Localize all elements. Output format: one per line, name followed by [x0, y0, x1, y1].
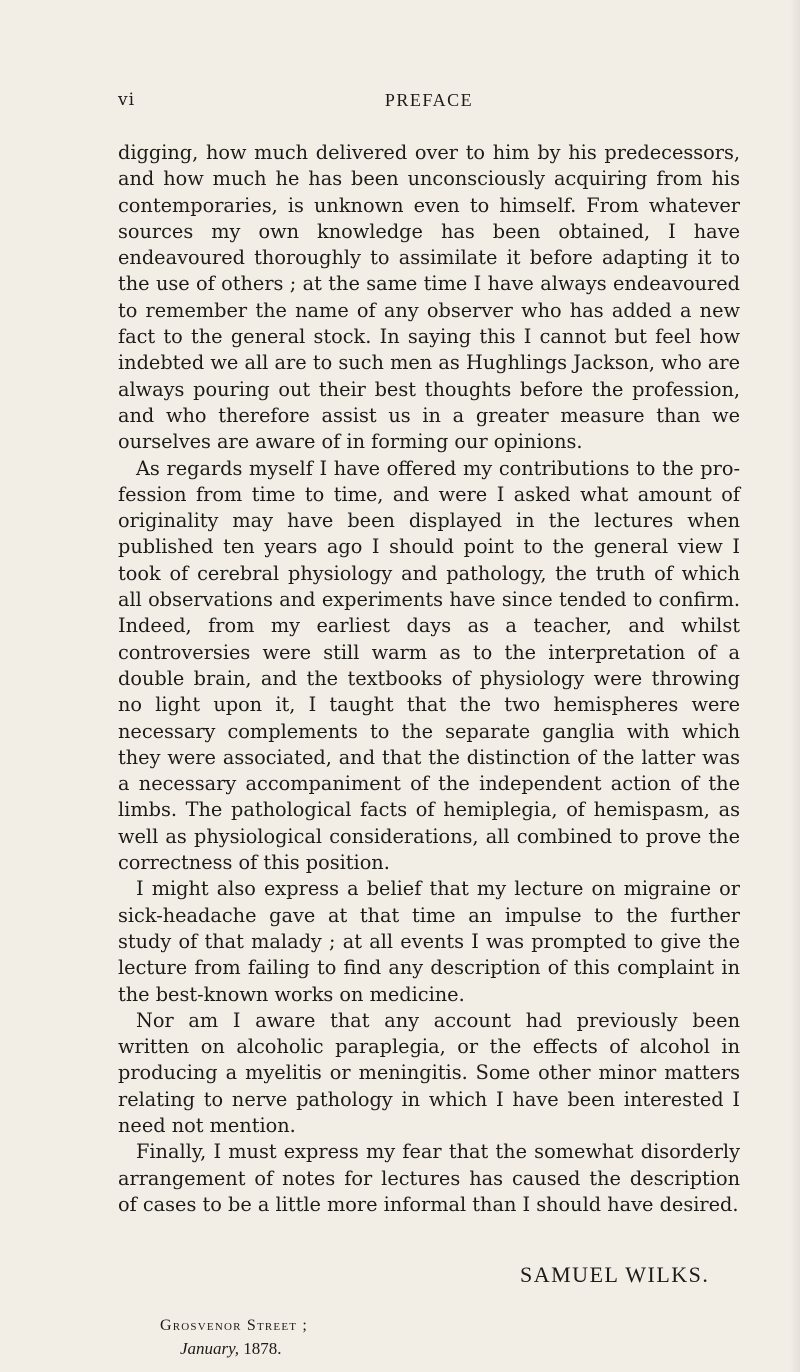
- page-number: vi: [118, 90, 136, 110]
- dateline-place: Grosvenor Street ;: [160, 1317, 308, 1334]
- paragraph-5: Finally, I must express my fear that the somewhat disorderly arrangement of notes for lectures has caused the description of cases to be a little more informal than I should have desired.: [118, 1140, 740, 1216]
- page-edge-shadow: [790, 0, 800, 1372]
- author-signature: SAMUEL WILKS.: [520, 1262, 710, 1287]
- preface-body: [118, 140, 740, 1218]
- paragraph-4: Nor am I aware that any account had previously been written on alcoholic paraplegia, or the effects of alcohol in producing a myelitis or meningitis. Some other minor matters relating to nerve pathology in which I have been interested I need not mention.: [118, 1008, 740, 1137]
- paragraph-1: digging, how much delivered over to him by his predecessors, and how much he has been unconsciously acquiring from his contemporaries, is unknown even to himself. From whatever sources my own knowledge has been obtained, I have endeavoured thoroughly to assimilate it before adapting it to the use of others ; at the same time I have always endeavoured to remember the name of any observer who has added a new fact to the general stock. In saying this I cannot but feel how indebted we all are to such men as Hughlings Jackson, who are always pouring out their best thoughts before the profession, and who therefore assist us in a greater measure than we ourselves are aware of in forming our opinions.: [118, 141, 740, 454]
- page-header: [118, 90, 740, 114]
- dateline-year: 1878.: [243, 1339, 282, 1358]
- running-head: PREFACE: [384, 90, 474, 110]
- dateline-month: January,: [180, 1339, 240, 1358]
- paragraph-3: I might also express a belief that my lecture on migraine or sick-headache gave at that time an impulse to the further study of that malady ; at all events I was prompted to give the lecture from failing to find any description of this complaint in the best-known works on medicine.: [118, 877, 740, 1006]
- dateline-date: [180, 1339, 282, 1359]
- paragraph-2: As regards myself I have offered my contributions to the profession from time to time, and were I asked what amount of originality may have been displayed in the lectures when published ten years ago I should point to the general view I took of cerebral physiology and pathology, the truth of which all observations and experiments have since tended to confirm. Indeed, from my earliest days as a teacher, and whilst controversies were still warm as to the interpretation of a double brain, and the textbooks of physiology were throwing no light upon it, I taught that the two hemispheres were necessary complements to the separate ganglia with which they were associated, and that the distinction of the latter was a necessary accompaniment of the independent action of the limbs. The pathological facts of hemiplegia, of hemispasm, as well as physiological considerations, all combined to prove the correctness of this position.: [118, 456, 740, 875]
